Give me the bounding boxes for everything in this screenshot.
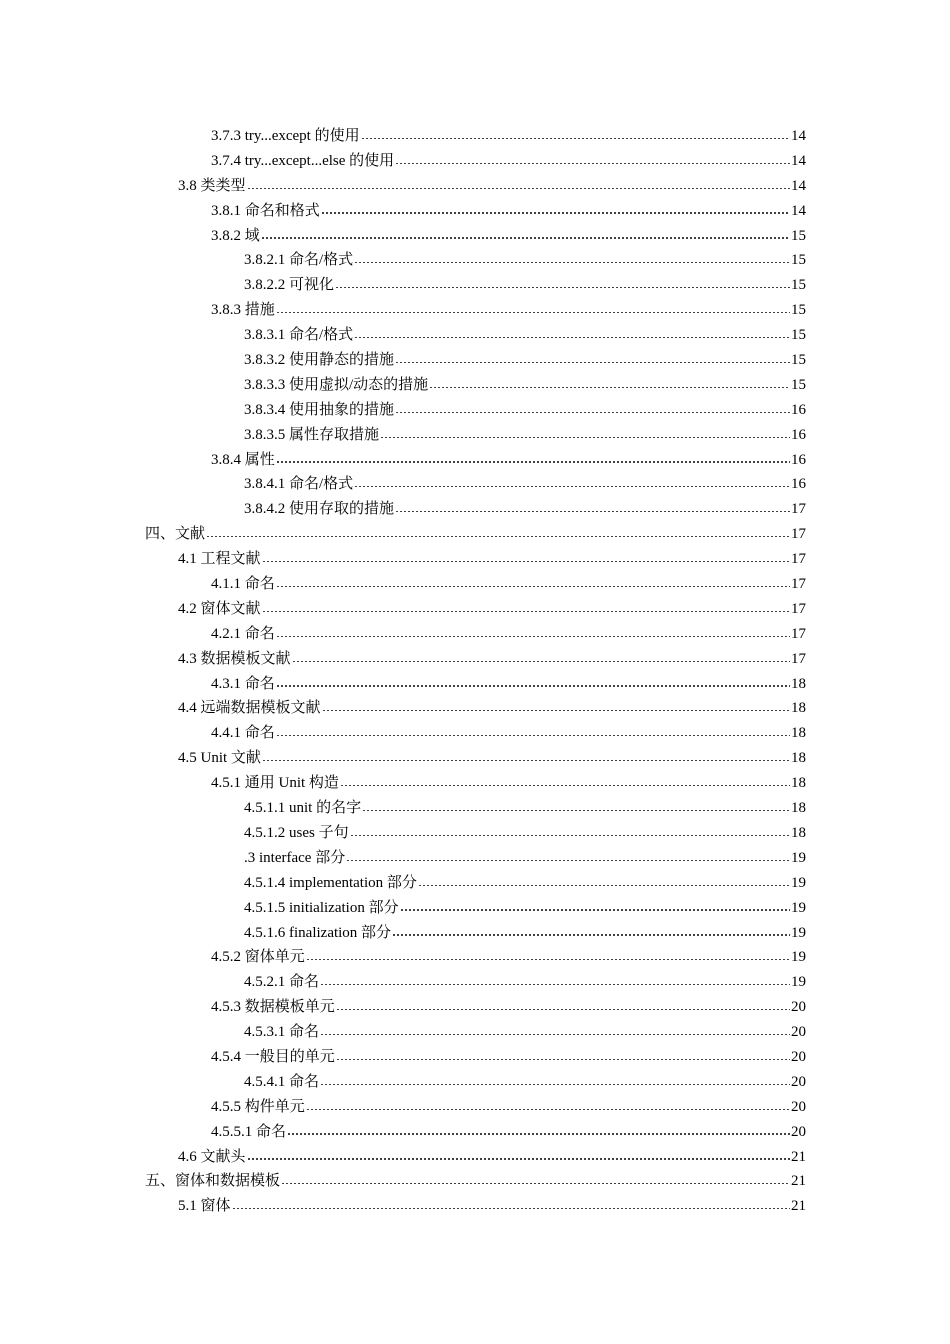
- dot-leader: [320, 971, 790, 986]
- toc-entry[interactable]: [0, 746, 950, 771]
- toc-entry-page-number: 18: [791, 675, 806, 692]
- dot-leader: [395, 349, 790, 364]
- toc-entry-title: 3.8 类类型: [178, 177, 246, 194]
- toc-entry-page-number: 17: [791, 600, 806, 617]
- toc-entry-title: 4.4 远端数据模板文献: [178, 700, 321, 717]
- toc-entry-page-number: 15: [791, 327, 806, 344]
- toc-entry[interactable]: [0, 1045, 950, 1070]
- toc-entry-page-number: 18: [791, 800, 806, 817]
- toc-entry[interactable]: [0, 796, 950, 821]
- toc-entry-title: 3.7.4 try...except...else 的使用: [211, 152, 395, 169]
- toc-entry-title: 4.5.1.1 unit 的名字: [244, 800, 362, 817]
- toc-entry-page-number: 17: [791, 501, 806, 518]
- toc-entry-page-number: 16: [791, 426, 806, 443]
- toc-entry-title: .3 interface 部分: [244, 849, 346, 866]
- dot-leader: [276, 449, 790, 464]
- toc-entry-title: 4.5.4 一般目的单元: [211, 1048, 335, 1065]
- toc-entry[interactable]: [0, 373, 950, 398]
- dot-leader: [261, 225, 790, 240]
- dot-leader: [354, 249, 790, 264]
- toc-entry-page-number: 17: [791, 625, 806, 642]
- toc-entry-title: 5.1 窗体: [178, 1198, 231, 1215]
- toc-entry[interactable]: [0, 896, 950, 921]
- toc-entry-page-number: 15: [791, 252, 806, 269]
- toc-entry-page-number: 14: [791, 177, 806, 194]
- toc-entry[interactable]: [0, 174, 950, 199]
- toc-entry-page-number: 15: [791, 227, 806, 244]
- dot-leader: [336, 1046, 790, 1061]
- dot-leader: [247, 175, 790, 190]
- toc-entry-title: 4.5.5 构件单元: [211, 1098, 305, 1115]
- toc-entry[interactable]: [0, 547, 950, 572]
- toc-entry-title: 3.8.2 域: [211, 227, 260, 244]
- dot-leader: [354, 324, 790, 339]
- toc-entry-title: 3.8.4.2 使用存取的措施: [244, 501, 395, 518]
- dot-leader: [247, 1146, 790, 1161]
- dot-leader: [361, 125, 790, 140]
- toc-entry-page-number: 18: [791, 700, 806, 717]
- toc-entry[interactable]: [0, 970, 950, 995]
- toc-entry-title: 4.5.5.1 命名: [211, 1123, 287, 1140]
- toc-entry[interactable]: [0, 995, 950, 1020]
- toc-entry-page-number: 15: [791, 376, 806, 393]
- toc-entry-title: 3.8.2.2 可视化: [244, 277, 335, 294]
- toc-entry-page-number: 20: [791, 1123, 806, 1140]
- dot-leader: [346, 847, 790, 862]
- toc-entry-page-number: 20: [791, 1024, 806, 1041]
- toc-entry-page-number: 18: [791, 750, 806, 767]
- toc-entry-page-number: 21: [791, 1173, 806, 1190]
- toc-entry-title: 3.7.3 try...except 的使用: [211, 128, 360, 144]
- dot-leader: [306, 946, 790, 961]
- dot-leader: [400, 897, 790, 912]
- toc-entry-page-number: 20: [791, 999, 806, 1016]
- toc-entry-page-number: 15: [791, 277, 806, 294]
- toc-entry[interactable]: [0, 497, 950, 522]
- toc-entry-page-number: 16: [791, 476, 806, 493]
- toc-entry[interactable]: [0, 248, 950, 273]
- toc-entry-title: 4.6 文献头: [178, 1148, 246, 1165]
- toc-entry-title: 3.8.3.3 使用虚拟/动态的措施: [244, 376, 429, 393]
- toc-entry-title: 3.8.3.4 使用抽象的措施: [244, 401, 395, 418]
- dot-leader: [340, 772, 790, 787]
- toc-entry[interactable]: [0, 1020, 950, 1045]
- toc-entry[interactable]: [0, 398, 950, 423]
- toc-entry-page-number: 19: [791, 874, 806, 891]
- dot-leader: [320, 1071, 790, 1086]
- dot-leader: [418, 872, 790, 887]
- toc-entry-title: 4.5.1.6 finalization 部分: [244, 924, 392, 941]
- dot-leader: [395, 498, 790, 513]
- toc-entry-title: 4.4.1 命名: [211, 725, 275, 742]
- toc-entry-title: 4.5.2.1 命名: [244, 974, 320, 991]
- dot-leader: [320, 1021, 790, 1036]
- toc-entry-title: 4.2 窗体文献: [178, 600, 261, 617]
- toc-entry-page-number: 15: [791, 352, 806, 369]
- toc-entry[interactable]: [0, 821, 950, 846]
- toc-entry-page-number: 19: [791, 899, 806, 916]
- dot-leader: [287, 1121, 790, 1136]
- dot-leader: [336, 996, 790, 1011]
- toc-entry[interactable]: [0, 696, 950, 721]
- toc-entry-page-number: 21: [791, 1198, 806, 1215]
- toc-entry[interactable]: [0, 348, 950, 373]
- toc-entry[interactable]: [0, 771, 950, 796]
- toc-entry-title: 4.1.1 命名: [211, 576, 275, 593]
- toc-entry-page-number: 18: [791, 824, 806, 841]
- toc-entry[interactable]: [0, 945, 950, 970]
- dot-leader: [262, 548, 790, 563]
- dot-leader: [262, 747, 790, 762]
- toc-entry-title: 四、文献: [145, 526, 206, 543]
- dot-leader: [335, 274, 790, 289]
- toc-entry-title: 3.8.3 措施: [211, 302, 275, 319]
- toc-entry[interactable]: [0, 472, 950, 497]
- dot-leader: [321, 200, 790, 215]
- toc-entry-title: 3.8.4.1 命名/格式: [244, 476, 354, 493]
- dot-leader: [232, 1195, 790, 1210]
- table-of-contents: [0, 124, 950, 1219]
- toc-entry-page-number: 19: [791, 949, 806, 966]
- toc-entry[interactable]: [0, 423, 950, 448]
- toc-entry-page-number: 19: [791, 849, 806, 866]
- toc-entry-title: 4.5.3.1 命名: [244, 1024, 320, 1041]
- toc-entry-title: 4.3 数据模板文献: [178, 650, 291, 667]
- toc-entry[interactable]: [0, 149, 950, 174]
- toc-entry[interactable]: [0, 522, 950, 547]
- toc-entry[interactable]: [0, 597, 950, 622]
- toc-entry-page-number: 20: [791, 1048, 806, 1065]
- dot-leader: [392, 922, 790, 937]
- toc-entry-title: 4.5.1 通用 Unit 构造: [211, 775, 339, 792]
- toc-entry[interactable]: [0, 871, 950, 896]
- toc-entry-page-number: 14: [791, 128, 806, 144]
- toc-entry-title: 五、窗体和数据模板: [145, 1173, 281, 1190]
- toc-entry[interactable]: [0, 1169, 950, 1194]
- toc-entry[interactable]: [0, 572, 950, 597]
- toc-entry-page-number: 14: [791, 152, 806, 169]
- toc-entry-title: 4.5.3 数据模板单元: [211, 999, 335, 1016]
- toc-entry-title: 4.5.4.1 命名: [244, 1073, 320, 1090]
- toc-entry[interactable]: [0, 647, 950, 672]
- dot-leader: [350, 822, 790, 837]
- toc-entry-page-number: 14: [791, 202, 806, 219]
- toc-entry[interactable]: [0, 1194, 950, 1219]
- toc-entry[interactable]: [0, 199, 950, 224]
- toc-entry[interactable]: [0, 1095, 950, 1120]
- toc-entry-title: 3.8.3.5 属性存取措施: [244, 426, 380, 443]
- toc-entry-page-number: 19: [791, 974, 806, 991]
- toc-entry-title: 3.8.2.1 命名/格式: [244, 252, 354, 269]
- toc-entry-title: 4.1 工程文献: [178, 551, 261, 568]
- toc-entry-page-number: 18: [791, 775, 806, 792]
- toc-entry[interactable]: [0, 672, 950, 697]
- toc-entry-page-number: 16: [791, 401, 806, 418]
- toc-entry[interactable]: [0, 921, 950, 946]
- toc-entry-title: 4.2.1 命名: [211, 625, 275, 642]
- toc-entry[interactable]: [0, 846, 950, 871]
- dot-leader: [262, 598, 790, 613]
- toc-entry[interactable]: [0, 448, 950, 473]
- dot-leader: [276, 623, 790, 638]
- toc-entry-title: 4.5.2 窗体单元: [211, 949, 305, 966]
- toc-entry-title: 4.3.1 命名: [211, 675, 275, 692]
- toc-entry[interactable]: [0, 622, 950, 647]
- dot-leader: [206, 523, 790, 538]
- dot-leader: [354, 473, 790, 488]
- toc-entry-page-number: 20: [791, 1073, 806, 1090]
- dot-leader: [429, 374, 790, 389]
- toc-entry[interactable]: [0, 721, 950, 746]
- toc-entry-title: 3.8.4 属性: [211, 451, 275, 468]
- toc-entry[interactable]: [0, 1070, 950, 1095]
- dot-leader: [276, 299, 790, 314]
- dot-leader: [306, 1096, 790, 1111]
- toc-entry-page-number: 15: [791, 302, 806, 319]
- dot-leader: [395, 150, 790, 165]
- toc-entry[interactable]: [0, 1145, 950, 1170]
- dot-leader: [281, 1170, 790, 1185]
- dot-leader: [322, 697, 790, 712]
- dot-leader: [362, 797, 790, 812]
- toc-entry[interactable]: [0, 124, 950, 149]
- toc-entry[interactable]: [0, 323, 950, 348]
- toc-entry-page-number: 17: [791, 576, 806, 593]
- toc-entry-page-number: 20: [791, 1098, 806, 1115]
- toc-entry-title: 3.8.3.2 使用静态的措施: [244, 352, 395, 369]
- toc-entry-page-number: 17: [791, 551, 806, 568]
- dot-leader: [380, 424, 790, 439]
- toc-entry[interactable]: [0, 273, 950, 298]
- toc-entry-title: 4.5.1.4 implementation 部分: [244, 874, 417, 891]
- toc-entry[interactable]: [0, 1120, 950, 1145]
- toc-entry-page-number: 18: [791, 725, 806, 742]
- toc-entry-title: 3.8.3.1 命名/格式: [244, 327, 354, 344]
- toc-entry-page-number: 21: [791, 1148, 806, 1165]
- toc-entry-title: 4.5.1.5 initialization 部分: [244, 899, 399, 916]
- dot-leader: [395, 399, 790, 414]
- toc-entry-page-number: 17: [791, 650, 806, 667]
- toc-entry-page-number: 19: [791, 924, 806, 941]
- dot-leader: [276, 722, 790, 737]
- dot-leader: [292, 648, 790, 663]
- toc-entry-page-number: 16: [791, 451, 806, 468]
- toc-entry[interactable]: [0, 298, 950, 323]
- dot-leader: [276, 573, 790, 588]
- toc-entry-page-number: 17: [791, 526, 806, 543]
- toc-entry-title: 4.5.1.2 uses 子句: [244, 824, 349, 841]
- toc-entry-title: 3.8.1 命名和格式: [211, 202, 320, 219]
- toc-entry-title: 4.5 Unit 文献: [178, 750, 261, 767]
- dot-leader: [276, 673, 790, 688]
- toc-entry[interactable]: [0, 224, 950, 249]
